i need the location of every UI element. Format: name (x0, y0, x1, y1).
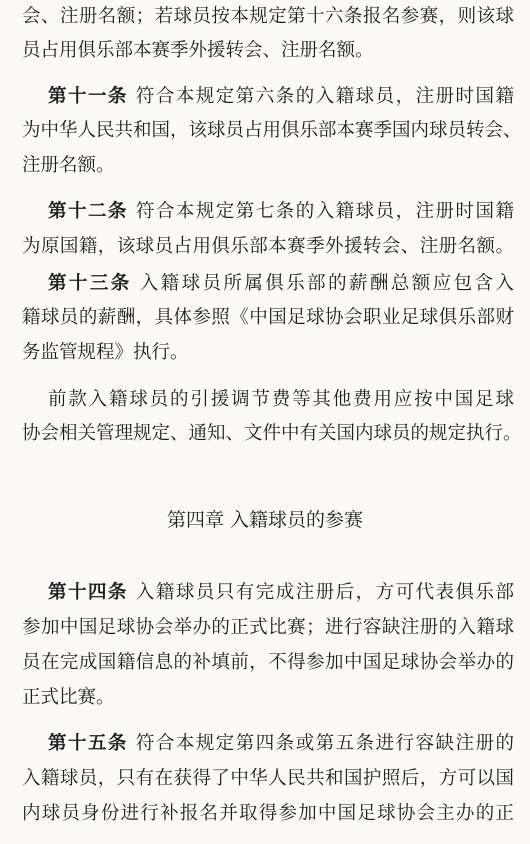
text-line: 内球员身份进行补报名并取得参加中国足球协会主办的正 (22, 803, 514, 824)
text-line: 员占用俱乐部本赛季外援转会、注册名额。 (22, 40, 374, 61)
text-line: 员在完成国籍信息的补填前，不得参加中国足球协会举办的 (22, 652, 514, 673)
article-12: 第十二条 符合本规定第七条的入籍球员，注册时国籍 (48, 201, 514, 222)
text-line: 协会相关管理规定、通知、文件中有关国内球员的规定执行。 (22, 423, 522, 444)
article-number: 第十一条 (48, 86, 128, 107)
article-11: 第十一条 符合本规定第六条的入籍球员，注册时国籍 (48, 86, 514, 107)
text-line: 籍球员的薪酬，具体参照《中国足球协会职业足球俱乐部财 (22, 307, 514, 328)
article-number: 第十五条 (48, 733, 128, 754)
text-line: 务监管规程》执行。 (22, 342, 189, 363)
article-13: 第十三条 入籍球员所属俱乐部的薪酬总额应包含入 (48, 273, 514, 294)
text-line: 注册名额。 (22, 155, 115, 176)
article-number: 第十三条 (48, 273, 132, 294)
text-line: 为中华人民共和国，该球员占用俱乐部本赛季国内球员转会、 (22, 120, 522, 141)
text-line: 为原国籍，该球员占用俱乐部本赛季外援转会、注册名额。 (22, 236, 514, 257)
text-line: 会、注册名额；若球员按本规定第十六条报名参赛，则该球 (22, 6, 514, 27)
text-line: 参加中国足球协会举办的正式比赛；进行容缺注册的入籍球 (22, 617, 514, 638)
article-number: 第十四条 (48, 582, 128, 603)
article-14: 第十四条 入籍球员只有完成注册后，方可代表俱乐部 (48, 582, 514, 603)
article-15: 第十五条 符合本规定第四条或第五条进行容缺注册的 (48, 733, 514, 754)
text-line: 正式比赛。 (22, 687, 115, 708)
chapter-heading: 第四章 入籍球员的参赛 (166, 509, 364, 531)
text-line: 入籍球员，只有在获得了中华人民共和国护照后，方可以国 (22, 768, 514, 789)
paragraph-line: 前款入籍球员的引援调节费等其他费用应按中国足球 (48, 389, 514, 410)
article-number: 第十二条 (48, 201, 128, 222)
